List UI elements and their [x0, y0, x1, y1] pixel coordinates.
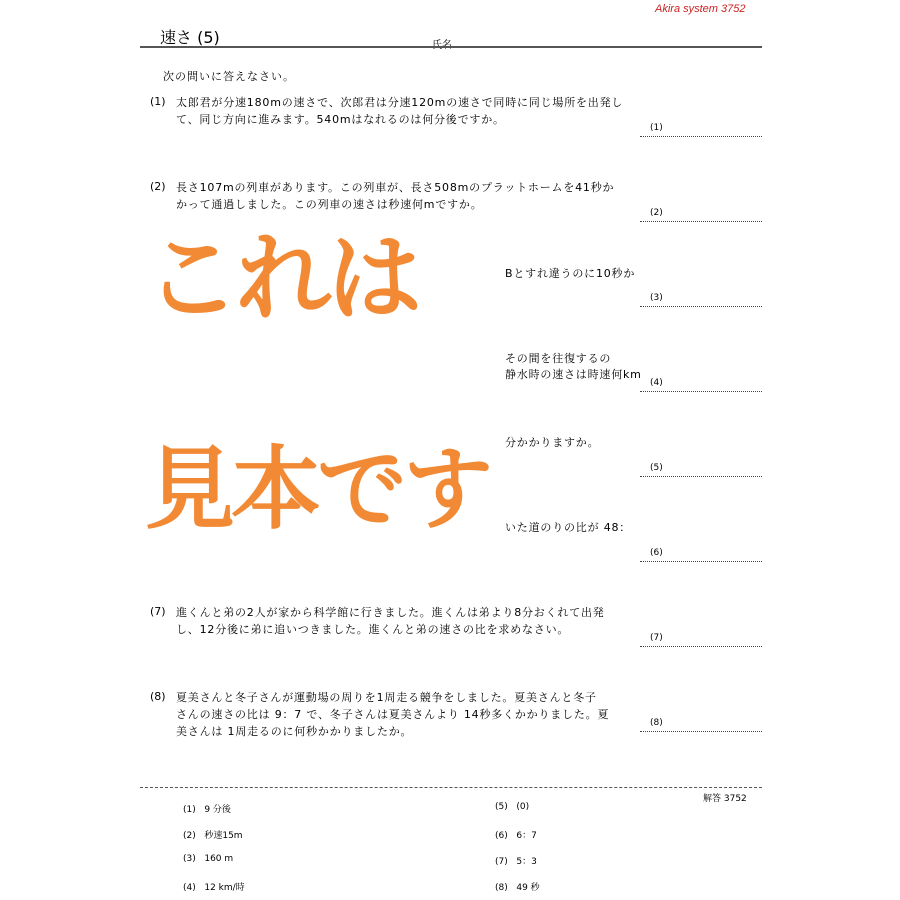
question-7-text	[176, 604, 646, 638]
question-1-text	[176, 94, 646, 128]
answer-blank-6[interactable]	[640, 548, 762, 562]
answer-key-value-6: 6：7	[516, 831, 537, 841]
answer-divider	[140, 787, 762, 788]
answer-blank-6-label: (6)	[650, 548, 663, 558]
answer-key-item-5	[495, 802, 529, 812]
question-8-line-2: さんの速さの比は 9：7 で、冬子さんは夏美さんより 14秒多くかかりました。夏	[176, 708, 610, 721]
page-title: 速さ (5)	[160, 28, 220, 47]
answer-key-num-5: (5)	[495, 802, 508, 812]
answer-blank-4[interactable]	[640, 378, 762, 392]
answer-blank-7[interactable]	[640, 633, 762, 647]
answer-key-num-7: (7)	[495, 857, 508, 867]
answer-blank-2[interactable]	[640, 208, 762, 222]
sample-watermark-line-1: これは	[145, 224, 419, 334]
brand-label: Akira system 3752	[655, 3, 746, 15]
instruction-text: 次の問いに答えなさい。	[163, 70, 295, 83]
answer-key-value-2: 秒速15m	[204, 831, 243, 841]
answer-key-num-6: (6)	[495, 831, 508, 841]
question-8-line-1: 夏美さんと冬子さんが運動場の周りを1周走る競争をしました。夏美さんと冬子	[176, 691, 597, 704]
answer-blank-8[interactable]	[640, 718, 762, 732]
answer-blank-3[interactable]	[640, 293, 762, 307]
answer-key-title: 解答 3752	[703, 794, 747, 804]
question-1-line-2: て、同じ方向に進みます。540mはなれるのは何分後ですか。	[176, 113, 505, 126]
answer-key-value-1: 9 分後	[204, 805, 231, 815]
answer-blank-7-label: (7)	[650, 633, 663, 643]
answer-blank-2-label: (2)	[650, 208, 663, 218]
answer-key-num-3: (3)	[183, 854, 196, 864]
answer-key-value-7: 5：3	[516, 857, 537, 867]
question-1-number: (1)	[150, 95, 166, 108]
answer-blank-8-label: (8)	[650, 718, 663, 728]
answer-key-item-6	[495, 828, 537, 841]
answer-key-item-1	[183, 802, 231, 815]
header-rule	[140, 46, 762, 48]
question-8-number: (8)	[150, 690, 166, 703]
answer-blank-5[interactable]	[640, 463, 762, 477]
answer-key-num-2: (2)	[183, 831, 196, 841]
question-4-fragment-2: 静水時の速さは時速何km	[505, 368, 642, 381]
question-6-fragment: いた道のりの比が 48：	[505, 521, 632, 534]
answer-blank-1-label: (1)	[650, 123, 663, 133]
answer-key-value-8: 49 秒	[516, 883, 540, 893]
answer-blank-1[interactable]	[640, 123, 762, 137]
question-5-fragment: 分かかりますか。	[505, 436, 600, 449]
question-4-fragment-1: その間を往復するの	[505, 352, 612, 365]
question-2-number: (2)	[150, 180, 166, 193]
answer-key-value-3: 160 m	[204, 854, 234, 864]
answer-blank-4-label: (4)	[650, 378, 663, 388]
question-1-line-1: 太郎君が分速180mの速さで、次郎君は分速120mの速さで同時に同じ場所を出発し	[176, 96, 624, 109]
answer-key-item-7	[495, 854, 537, 867]
answer-key-num-1: (1)	[183, 805, 196, 815]
answer-key-num-8: (8)	[495, 883, 508, 893]
question-7-number: (7)	[150, 605, 166, 618]
question-7-line-2: し、12分後に弟に追いつきました。進くんと弟の速さの比を求めなさい。	[176, 623, 570, 636]
name-label: 氏名	[432, 40, 452, 51]
answer-key-item-3	[183, 854, 233, 864]
question-2-line-1: 長さ107mの列車があります。この列車が、長さ508mのプラットホームを41秒か	[176, 181, 615, 194]
answer-key-num-4: (4)	[183, 883, 196, 893]
question-3-fragment: Bとすれ違うのに10秒か	[505, 267, 636, 280]
answer-key-value-4: 12 km/時	[204, 883, 245, 893]
answer-blank-3-label: (3)	[650, 293, 663, 303]
answer-key-item-4	[183, 880, 245, 893]
question-7-line-1: 進くんと弟の2人が家から科学館に行きました。進くんは弟より8分おくれて出発	[176, 606, 605, 619]
question-2-line-2: かって通過しました。この列車の速さは秒速何mですか。	[176, 198, 483, 211]
question-8-text	[176, 689, 646, 740]
sample-watermark-line-2: 見本です	[145, 437, 489, 542]
answer-key-item-2	[183, 828, 243, 841]
question-2-text	[176, 179, 646, 213]
answer-key-value-5: (0)	[516, 802, 530, 812]
question-8-line-3: 美さんは 1周走るのに何秒かかりましたか。	[176, 725, 413, 738]
answer-blank-5-label: (5)	[650, 463, 663, 473]
answer-key-item-8	[495, 880, 540, 893]
